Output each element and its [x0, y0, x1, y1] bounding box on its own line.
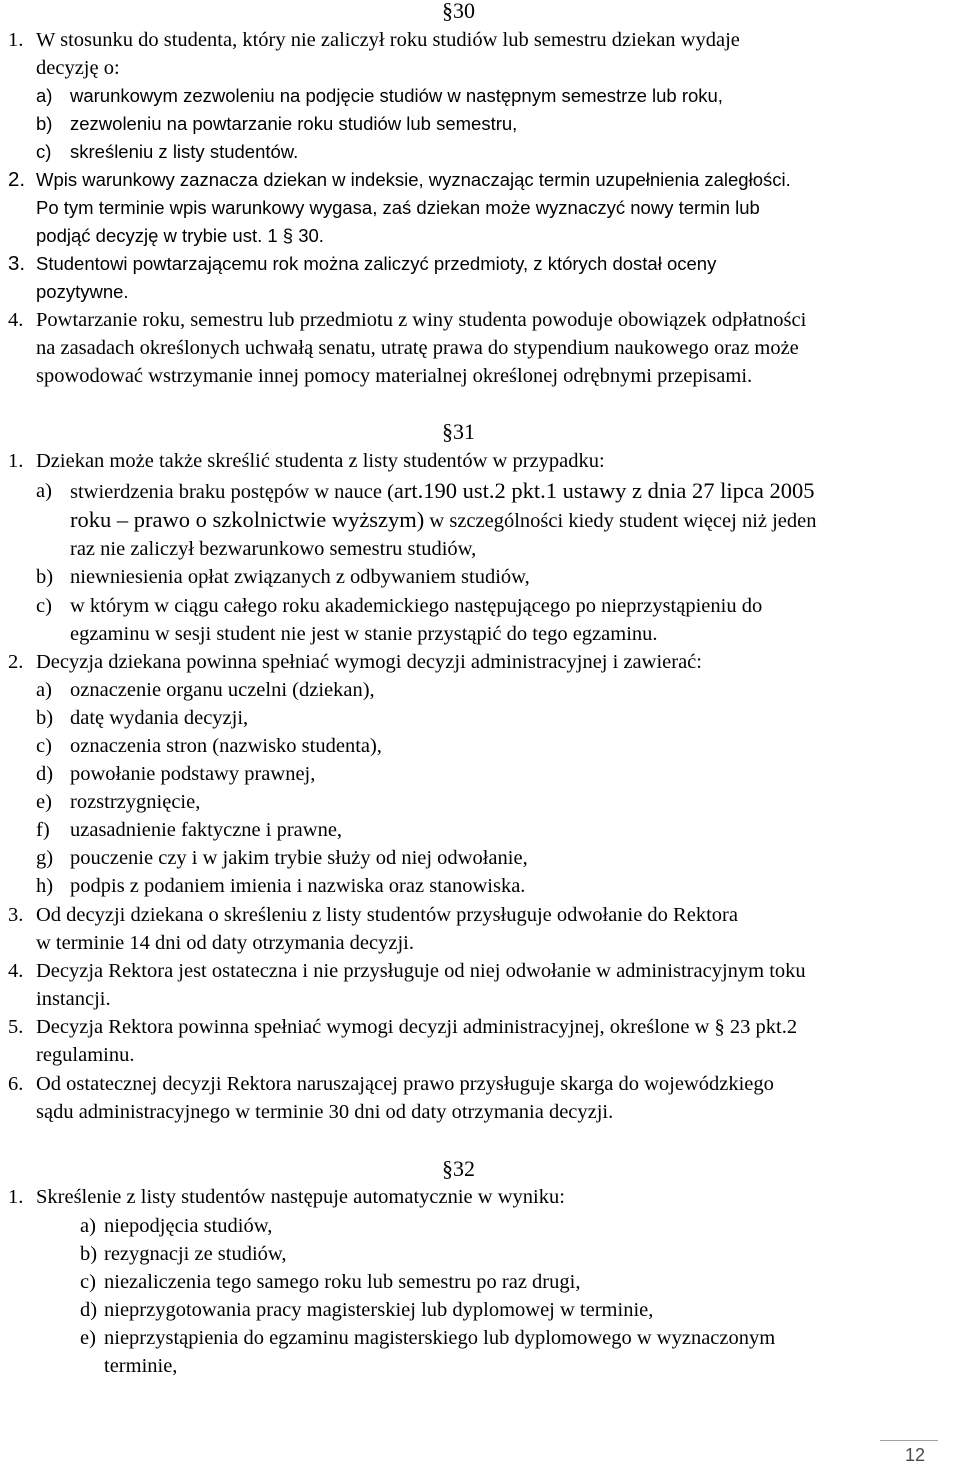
s32-item-a-text: niepodjęcia studiów,: [104, 1215, 273, 1237]
s31-p3-number: 3.: [8, 904, 24, 926]
s31-decision-item-a-text: oznaczenie organu uczelni (dziekan),: [70, 679, 375, 701]
s31-p1-number: 1.: [8, 450, 24, 472]
s30-item-c-text: skreśleniu z listy studentów.: [70, 141, 299, 162]
section-heading-31: §31: [442, 419, 475, 444]
s30-p1-number: 1.: [8, 29, 24, 51]
s31-p3-line1: Od decyzji dziekana o skreśleniu z listy studentów przysługuje odwołanie do Rektora: [36, 904, 738, 926]
s31-p5-line2: regulaminu.: [36, 1044, 135, 1066]
s31-decision-item-h-letter: h): [36, 875, 54, 897]
s31-decision-item-f-text: uzasadnienie faktyczne i prawne,: [70, 819, 343, 841]
s31-item-a-line2-part2: w szczególności kiedy student więcej niż jeden: [424, 510, 817, 532]
s32-item-c-text: niezaliczenia tego samego roku lub semestru po raz drugi,: [104, 1271, 581, 1293]
s31-p3-line2: w terminie 14 dni od daty otrzymania decyzji.: [36, 932, 414, 954]
s31-p6-line1: Od ostatecznej decyzji Rektora naruszającej prawo przysługuje skarga do wojewódzkiego: [36, 1073, 774, 1095]
s31-item-a-line1-part1: stwierdzenia braku postępów w nauce (: [70, 481, 394, 503]
s32-item-e-text: nieprzystąpienia do egzaminu magisterskiego lub dyplomowego w wyznaczonym: [104, 1327, 776, 1349]
s31-item-c-letter: c): [36, 595, 52, 617]
s31-decision-item-a-letter: a): [36, 679, 52, 701]
s31-decision-item-h-text: podpis z podaniem imienia i nazwiska oraz stanowiska.: [70, 875, 526, 897]
footer-divider: [880, 1440, 938, 1441]
s31-item-c-line1: w którym w ciągu całego roku akademickiego następującego po nieprzystąpieniu do: [70, 595, 763, 617]
s30-item-b-text: zezwoleniu na powtarzanie roku studiów lub semestru,: [70, 113, 518, 134]
section-heading-32: §32: [442, 1156, 475, 1181]
s31-p2-number: 2.: [8, 651, 24, 673]
s30-p4-line3: spowodować wstrzymanie innej pomocy materialnej określonej odrębnymi przepisami.: [36, 365, 753, 387]
s32-item-d-text: nieprzygotowania pracy magisterskiej lub dyplomowej w terminie,: [104, 1299, 654, 1321]
s30-p1-line2: decyzję o:: [36, 57, 120, 79]
s32-item-e-letter: e): [80, 1327, 96, 1349]
s31-item-a-line3: raz nie zaliczył bezwarunkowo semestru studiów,: [70, 538, 477, 560]
s31-item-a-line1: [70, 477, 814, 506]
s30-item-a-text: warunkowym zezwoleniu na podjęcie studiów w następnym semestrze lub roku,: [70, 85, 723, 106]
s30-p2-line2: Po tym terminie wpis warunkowy wygasa, zaś dziekan może wyznaczyć nowy termin lub: [36, 197, 760, 218]
s32-p1-line1: Skreślenie z listy studentów następuje automatycznie w wyniku:: [36, 1186, 565, 1208]
s32-item-e-line2: terminie,: [104, 1355, 178, 1377]
s31-item-a-letter: a): [36, 480, 52, 502]
s30-p3-number: 3.: [8, 252, 26, 275]
s31-p5-line1: Decyzja Rektora powinna spełniać wymogi decyzji administracyjnej, określone w § 23 pkt.2: [36, 1016, 798, 1038]
page-number: 12: [905, 1445, 926, 1465]
s31-item-c-line2: egzaminu w sesji student nie jest w stanie przystąpić do tego egzaminu.: [70, 623, 658, 645]
s31-p5-number: 5.: [8, 1016, 24, 1038]
s31-item-a-line2-part1: roku – prawo o szkolnictwie wyższym): [70, 507, 425, 532]
s30-item-c-letter: c): [36, 141, 52, 162]
s31-decision-item-c-text: oznaczenia stron (nazwisko studenta),: [70, 735, 382, 757]
s31-decision-item-d-text: powołanie podstawy prawnej,: [70, 763, 316, 785]
s31-p6-line2: sądu administracyjnego w terminie 30 dni od daty otrzymania decyzji.: [36, 1101, 614, 1123]
s31-decision-item-d-letter: d): [36, 763, 54, 785]
s30-p3-line2: pozytywne.: [36, 281, 129, 302]
s30-p2-line1: Wpis warunkowy zaznacza dziekan w indeksie, wyznaczając termin uzupełnienia zaległości.: [36, 169, 791, 190]
s31-item-b-letter: b): [36, 566, 54, 588]
s30-p4-line2: na zasadach określonych uchwałą senatu, utratę prawa do stypendium naukowego oraz może: [36, 337, 799, 359]
s32-item-b-text: rezygnacji ze studiów,: [104, 1243, 287, 1265]
s31-decision-item-f-letter: f): [36, 819, 50, 841]
s32-item-d-letter: d): [80, 1299, 98, 1321]
s31-decision-item-e-letter: e): [36, 791, 52, 813]
s31-p4-line2: instancji.: [36, 988, 111, 1010]
s30-item-a-letter: a): [36, 85, 53, 106]
s31-item-a-line2: [70, 506, 817, 535]
s31-decision-item-g-text: pouczenie czy i w jakim trybie służy od niej odwołanie,: [70, 847, 528, 869]
s30-p2-line3: podjąć decyzję w trybie ust. 1 § 30.: [36, 225, 324, 246]
s31-p6-number: 6.: [8, 1073, 24, 1095]
s31-p4-line1: Decyzja Rektora jest ostateczna i nie przysługuje od niej odwołanie w administracyjnym toku: [36, 960, 806, 982]
s30-p3-line1: Studentowi powtarzającemu rok można zaliczyć przedmioty, z których dostał oceny: [36, 253, 717, 274]
s30-p4-line1: Powtarzanie roku, semestru lub przedmiotu z winy studenta powoduje obowiązek odpłatności: [36, 309, 807, 331]
s30-item-b-letter: b): [36, 113, 53, 134]
s31-item-b-text: niewniesienia opłat związanych z odbywaniem studiów,: [70, 566, 530, 588]
s31-p1-line1: Dziekan może także skreślić studenta z listy studentów w przypadku:: [36, 450, 605, 472]
s30-p2-number: 2.: [8, 168, 26, 191]
s31-p2-line1: Decyzja dziekana powinna spełniać wymogi decyzji administracyjnej i zawierać:: [36, 651, 702, 673]
s31-decision-item-b-letter: b): [36, 707, 54, 729]
s30-p1-line1: W stosunku do studenta, który nie zaliczył roku studiów lub semestru dziekan wydaje: [36, 29, 740, 51]
s32-item-b-letter: b): [80, 1243, 98, 1265]
s31-decision-item-c-letter: c): [36, 735, 52, 757]
s31-decision-item-b-text: datę wydania decyzji,: [70, 707, 249, 729]
s31-decision-item-g-letter: g): [36, 847, 54, 869]
s31-p4-number: 4.: [8, 960, 24, 982]
s30-p4-number: 4.: [8, 309, 24, 331]
s31-decision-item-e-text: rozstrzygnięcie,: [70, 791, 201, 813]
s32-p1-number: 1.: [8, 1186, 24, 1208]
s32-item-c-letter: c): [80, 1271, 96, 1293]
s32-item-a-letter: a): [80, 1215, 96, 1237]
section-heading-30: §30: [442, 0, 475, 23]
s31-item-a-line1-part2: art.190 ust.2 pkt.1 ustawy z dnia 27 lipca 2005: [393, 478, 815, 503]
